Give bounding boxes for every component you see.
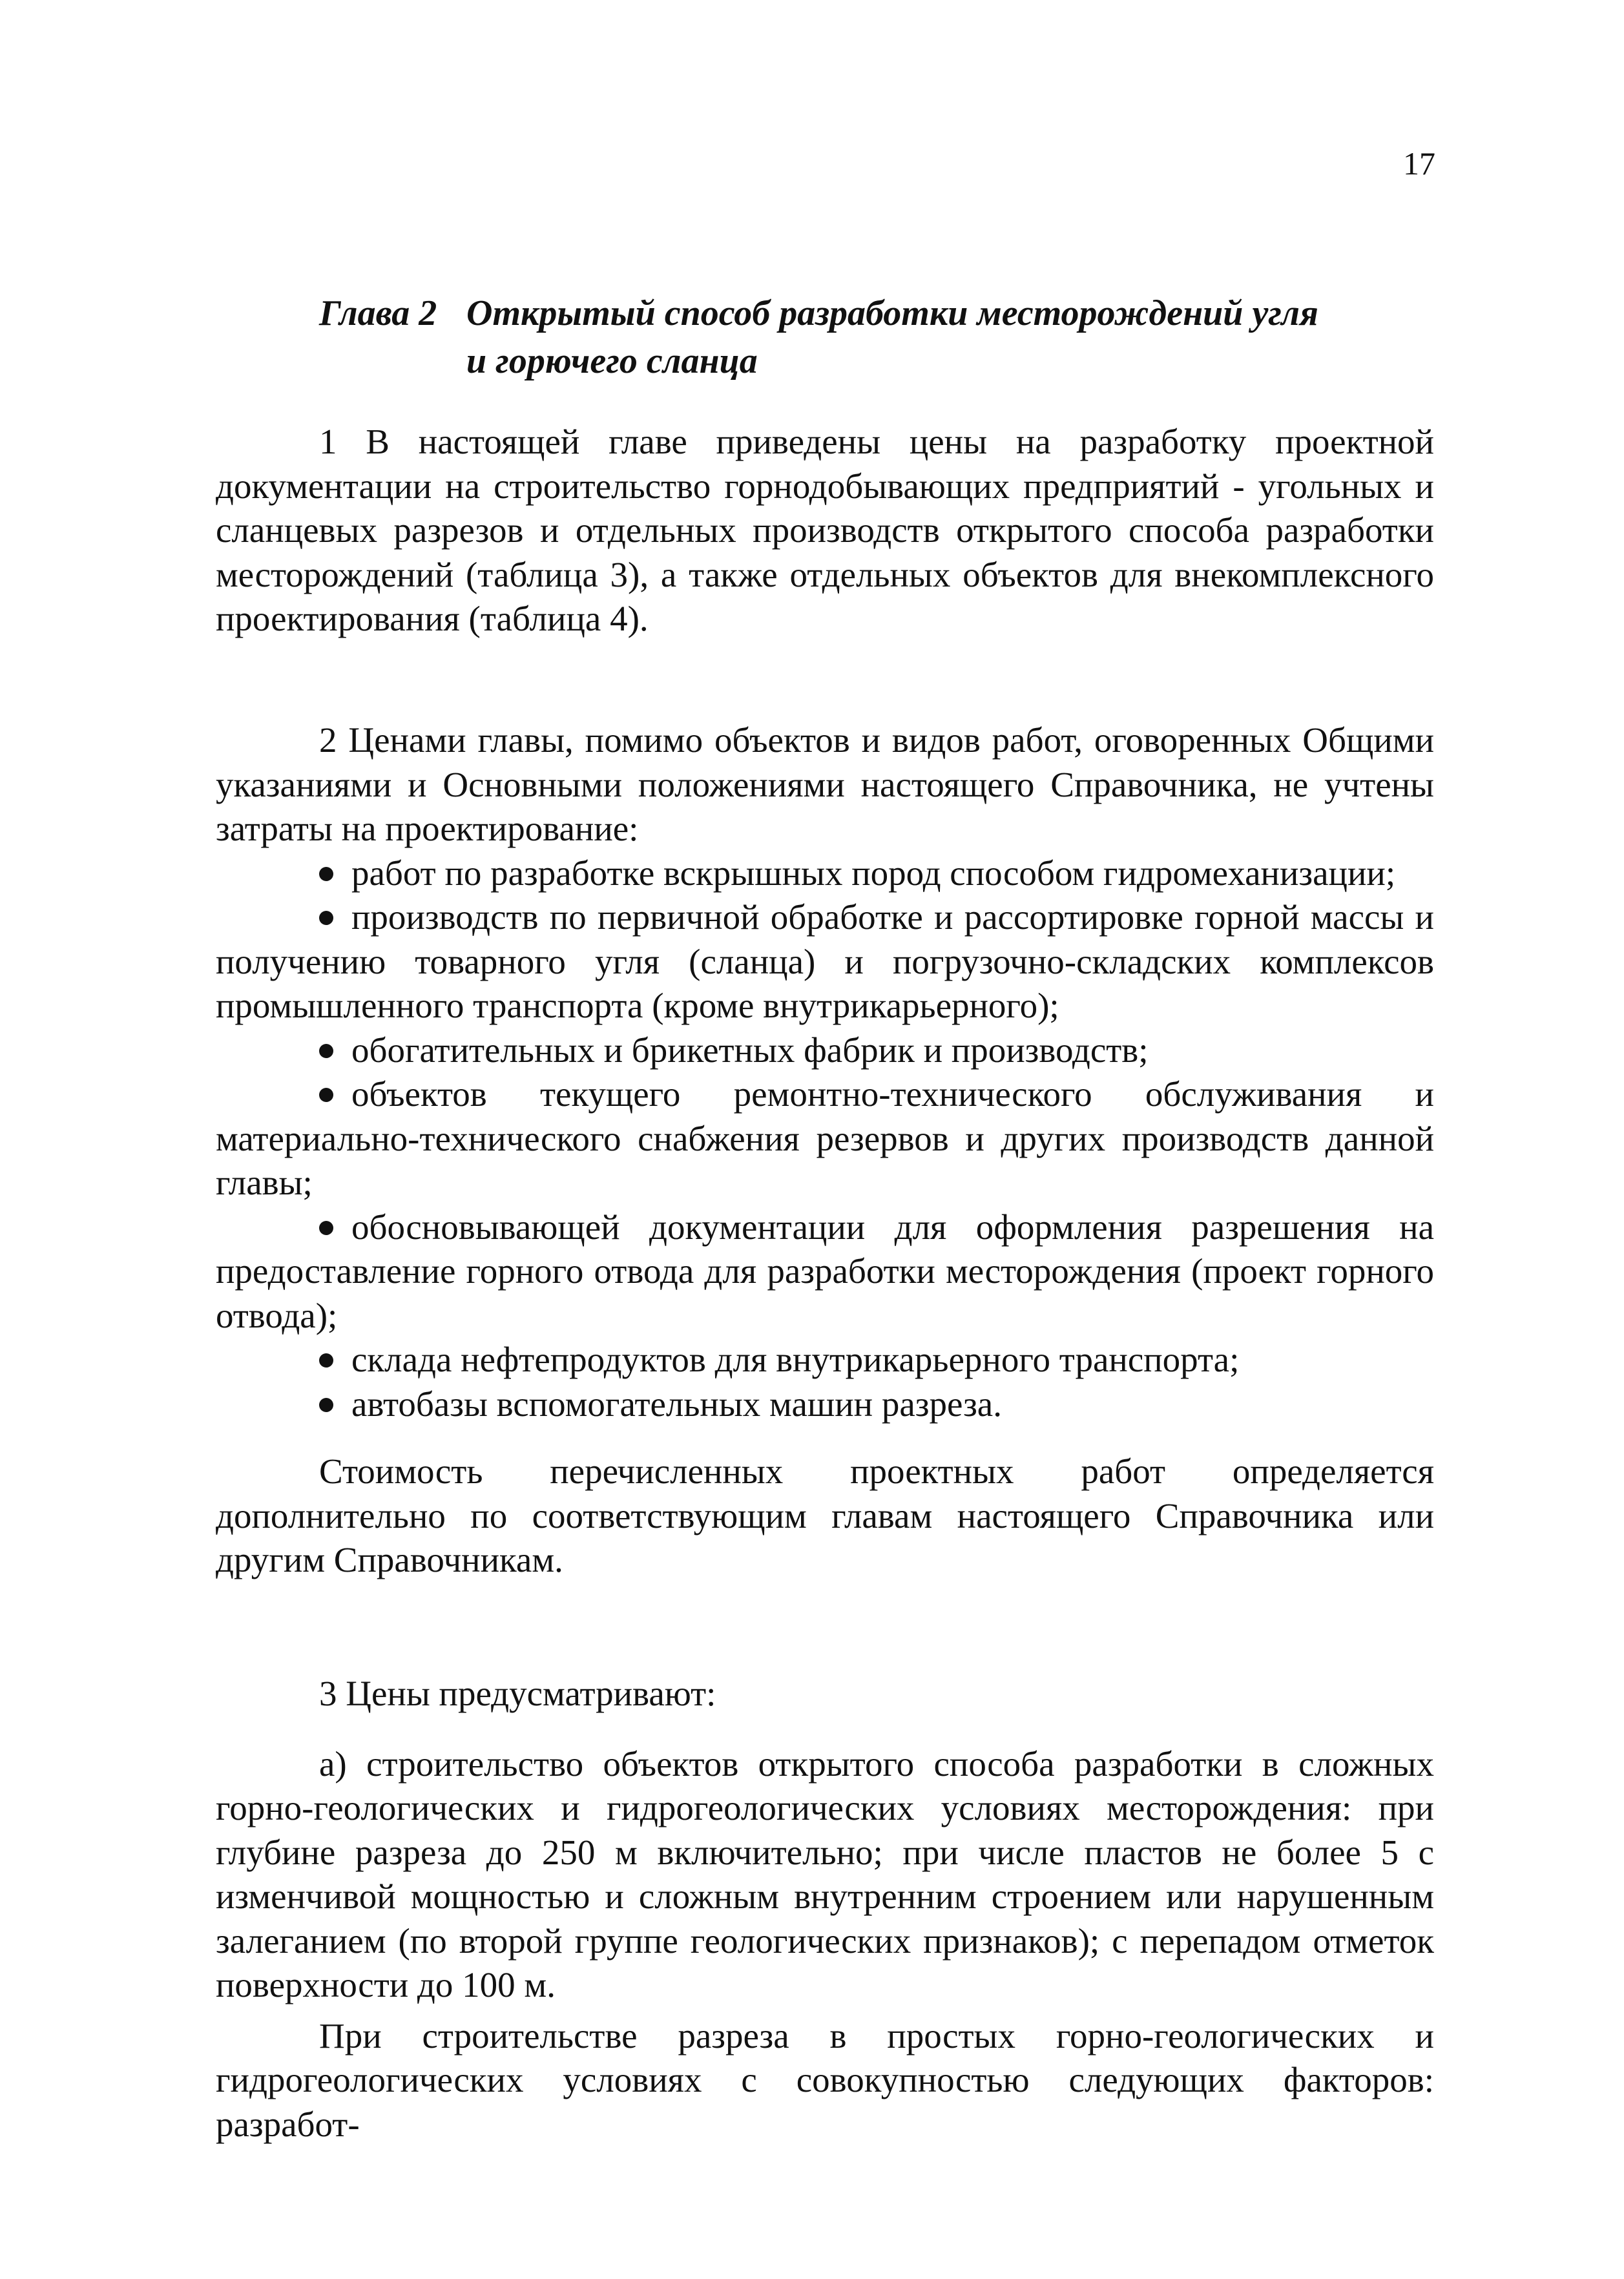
- bullet-item: [216, 1382, 1434, 1427]
- bullet-icon: [319, 1353, 333, 1368]
- section-2-conclusion: Стоимость перечисленных проектных работ определяется дополнительно по соответствующим главам настоящего Справочника или другим Справочникам.: [216, 1452, 1434, 1579]
- section-3: [216, 1672, 1434, 2147]
- bullet-text: объектов текущего ремонтно-технического обслуживания и материально-технического снабжения резервов и других производств данной главы;: [216, 1074, 1434, 1202]
- section-2-intro: 2 Ценами главы, помимо объектов и видов работ, оговоренных Общими указаниями и Основными положениями настоящего Справочника, не учтены затраты на проектирование:: [216, 720, 1434, 848]
- section-2: [216, 718, 1434, 1583]
- bullet-text: автобазы вспомогательных машин разреза.: [351, 1384, 1002, 1424]
- bullet-text: работ по разработке вскрышных пород способом гидромеханизации;: [351, 853, 1396, 893]
- section-3-intro: 3 Цены предусматривают:: [319, 1674, 716, 1713]
- bullet-text: обосновывающей документации для оформления разрешения на предоставление горного отвода для разработки месторождения (проект горного отвода);: [216, 1207, 1434, 1335]
- section-3-item-a: а) строительство объектов открытого способа разработки в сложных горно-геологических и гидрогеологических условиях месторождения: при глубине разреза до 250 м включительно; при числе пластов не более 5 с изменчивой мощностью и сложным внутренним строением или нарушенным залеганием (по второй группе геологических признаков); с перепадом отметок поверхности до 100 м.: [216, 1743, 1434, 2004]
- bullet-icon: [319, 911, 333, 925]
- bullet-icon: [319, 1221, 333, 1235]
- chapter-label: Глава 2: [319, 293, 437, 333]
- bullet-item: [216, 1028, 1434, 1073]
- chapter-heading: [319, 289, 1482, 385]
- bullet-item: [216, 895, 1434, 1028]
- bullet-icon: [319, 1398, 333, 1412]
- section-1-paragraph: 1 В настоящей главе приведены цены на разработку проектной документации на строительство горнодобывающих предприятий - угольных и сланцевых разрезов и отдельных производств открытого способа разработки месторождений (таблица 3), а также отдельных объектов для внекомплексного проектирования (таблица 4).: [216, 422, 1434, 638]
- bullet-text: обогатительных и брикетных фабрик и производств;: [351, 1030, 1149, 1070]
- bullet-text: производств по первичной обработке и рассортировке горной массы и получению товарного угля (сланца) и погрузочно-складских комплексов промышленного транспорта (кроме внутрикарьерного);: [216, 897, 1434, 1025]
- chapter-title-line2: и горючего сланца: [466, 341, 758, 381]
- page-number: 17: [1403, 145, 1435, 182]
- bullet-item: [216, 1205, 1434, 1338]
- bullet-text: склада нефтепродуктов для внутрикарьерного транспорта;: [351, 1340, 1240, 1379]
- bullet-item: [216, 851, 1434, 896]
- section-1: [216, 420, 1434, 641]
- chapter-label-spacer: [319, 337, 466, 385]
- bullet-icon: [319, 1088, 333, 1102]
- bullet-icon: [319, 1044, 333, 1058]
- chapter-title-line1: Открытый способ разработки месторождений угля: [466, 293, 1318, 333]
- bullet-item: [216, 1338, 1434, 1382]
- section-3-continuation: При строительстве разреза в простых горно-геологических и гидрогеологических условиях с совокупностью следующих факторов: разработ-: [216, 2015, 1434, 2144]
- bullet-item: [216, 1072, 1434, 1205]
- bullet-icon: [319, 867, 333, 881]
